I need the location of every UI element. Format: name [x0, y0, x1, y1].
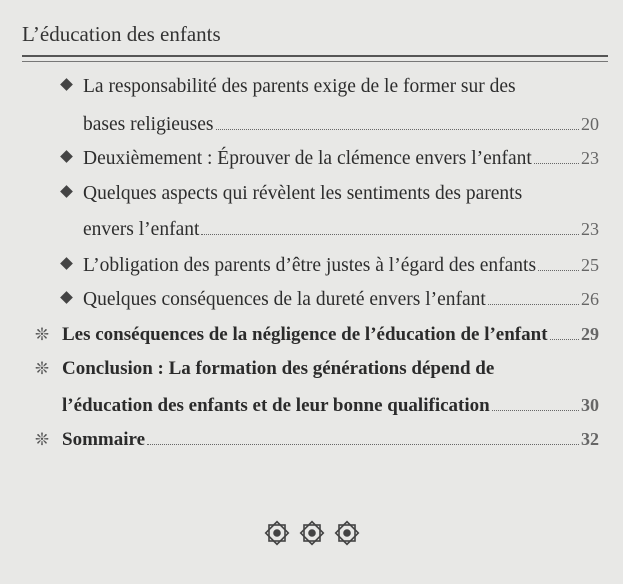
- toc-entry-title: Sommaire: [62, 429, 146, 450]
- page-number: 30: [581, 395, 599, 415]
- toc-entry-title: Les conséquences de la négligence de l’éducation de l’enfant: [62, 324, 548, 345]
- diamond-bullet-icon: [60, 257, 73, 270]
- star-bullet-icon: ❊: [34, 359, 50, 378]
- toc-entry-3-line2: [83, 215, 599, 243]
- toc-entry-1-line1: [62, 73, 516, 101]
- toc-entry-5: [62, 285, 599, 313]
- dot-leader: [201, 218, 579, 235]
- page-number: 25: [581, 255, 599, 275]
- toc-entry-6: [32, 320, 599, 348]
- toc-entry-title: Conclusion : La formation des générations dépend de: [62, 358, 495, 379]
- toc-entry-title: Quelques conséquences de la dureté envers l’enfant: [83, 289, 486, 310]
- dot-leader: [534, 147, 579, 164]
- toc-entry-7-line2: [62, 391, 599, 419]
- page-number: 29: [581, 324, 599, 344]
- ornament-icon: [297, 517, 327, 551]
- page-number: 23: [581, 219, 599, 239]
- dot-leader: [488, 288, 579, 305]
- toc-entry-2: [62, 144, 599, 172]
- dot-leader: [492, 394, 579, 411]
- toc-entry-8: [32, 425, 599, 453]
- toc-entry-title: La responsabilité des parents exige de le former sur des: [83, 76, 516, 97]
- toc-entry-title: Quelques aspects qui révèlent les sentiments des parents: [83, 183, 523, 204]
- ornament-icon: [262, 517, 292, 551]
- toc-entry-title: L’obligation des parents d’être justes à l’égard des enfants: [83, 255, 537, 276]
- footer-ornaments: [262, 517, 362, 553]
- star-bullet-icon: ❊: [34, 325, 50, 344]
- page-number: 20: [581, 114, 599, 134]
- toc-entry-1-line2: [83, 110, 599, 138]
- dot-leader: [147, 428, 579, 445]
- diamond-bullet-icon: [60, 78, 73, 91]
- toc-entry-title-cont: bases religieuses: [83, 114, 214, 135]
- dot-leader: [216, 113, 579, 130]
- page-number: 23: [581, 148, 599, 168]
- toc-entry-title: Deuxièmement : Éprouver de la clémence envers l’enfant: [83, 148, 532, 169]
- star-bullet-icon: ❊: [34, 430, 50, 449]
- diamond-bullet-icon: [60, 150, 73, 163]
- page-number: 26: [581, 289, 599, 309]
- diamond-bullet-icon: [60, 185, 73, 198]
- toc-entry-7-line1: [32, 355, 494, 383]
- toc-entry-4: [62, 251, 599, 279]
- toc-entry-title-cont: l’éducation des enfants et de leur bonne qualification: [62, 395, 490, 416]
- dot-leader: [538, 254, 579, 271]
- dot-leader: [550, 323, 579, 340]
- ornament-icon: [332, 517, 362, 551]
- page-number: 32: [581, 429, 599, 449]
- diamond-bullet-icon: [60, 291, 73, 304]
- running-header: L’éducation des enfants: [22, 22, 221, 46]
- toc-entry-3-line1: [62, 180, 522, 208]
- toc-entry-title-cont: envers l’enfant: [83, 219, 200, 240]
